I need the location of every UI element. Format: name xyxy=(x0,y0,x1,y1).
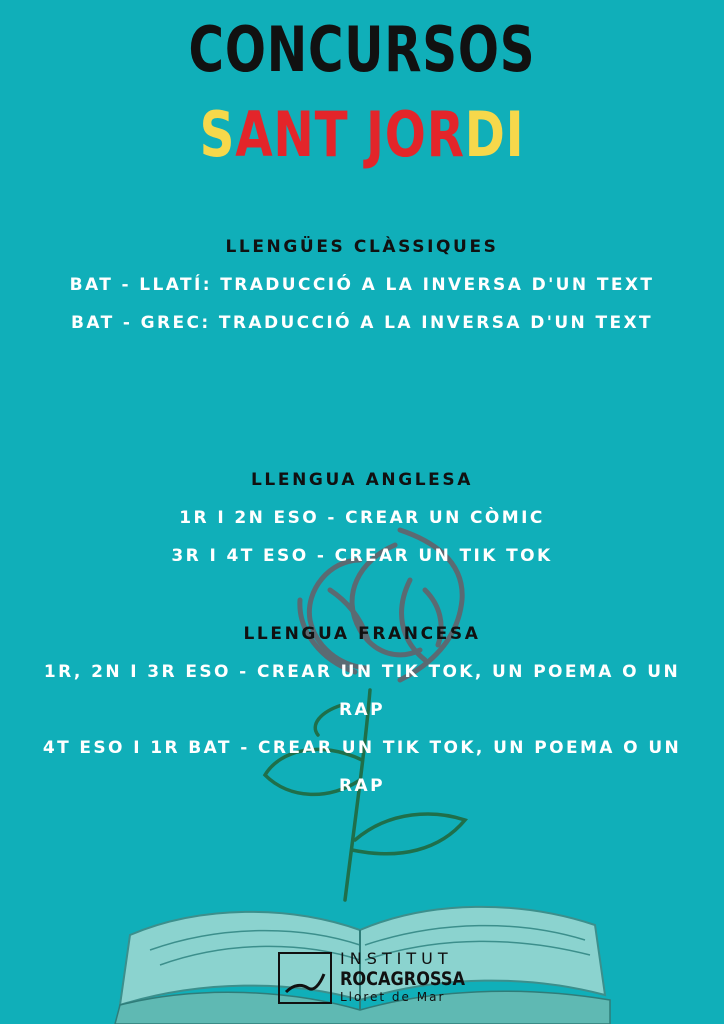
title-line-2-part-1: S xyxy=(199,98,236,171)
logo-line-2: ROCAGROSSA xyxy=(340,968,465,990)
title-line-2-part-3: DI xyxy=(464,98,525,171)
section-french xyxy=(0,615,724,805)
logo-line-1: INSTITUT xyxy=(340,949,453,968)
section-item: BAT - GREC: TRADUCCIÓ A LA INVERSA D'UN TEXT xyxy=(70,313,654,333)
section-item: 4T ESO I 1R BAT - CREAR UN TIK TOK, UN POEMA O UN RAP xyxy=(42,738,682,796)
logo-line-3: Lloret de Mar xyxy=(340,990,446,1004)
title-line-2-part-2: ANT JOR xyxy=(235,98,465,171)
title-line-1: CONCURSOS xyxy=(188,13,536,86)
section-item: 1R, 2N I 3R ESO - CREAR UN TIK TOK, UN POEMA O UN RAP xyxy=(43,662,681,720)
logo-mark xyxy=(278,952,332,1004)
section-classical-languages xyxy=(0,228,724,342)
section-english xyxy=(0,461,724,575)
logo-wave-icon xyxy=(280,954,330,1002)
section-item: 3R I 4T ESO - CREAR UN TIK TOK xyxy=(171,546,553,566)
school-logo xyxy=(276,949,465,1010)
section-item: 1R I 2N ESO - CREAR UN CÒMIC xyxy=(179,508,545,528)
section-heading: LLENGÜES CLÀSSIQUES xyxy=(225,237,499,257)
section-heading: LLENGUA ANGLESA xyxy=(251,470,473,490)
section-item: BAT - LLATÍ: TRADUCCIÓ A LA INVERSA D'UN TEXT xyxy=(69,275,655,295)
section-heading: LLENGUA FRANCESA xyxy=(243,624,481,644)
title-line-2 xyxy=(80,96,645,174)
